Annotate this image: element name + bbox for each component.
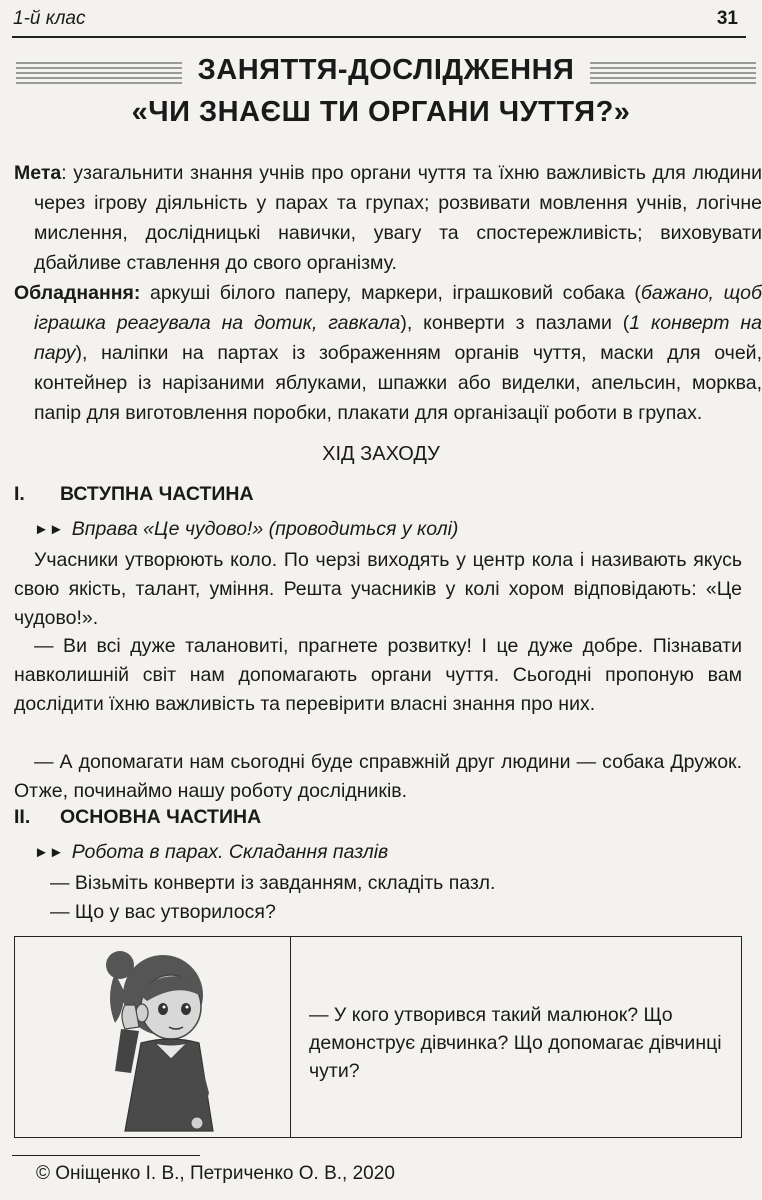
exercise-2-line	[34, 841, 388, 864]
copyright-footer: © Оніщенко І. В., Петриченко О. В., 2020	[36, 1163, 395, 1184]
instruction-line-1: — Візьміть конверти із завданням, складіть пазл.	[50, 872, 496, 894]
girl-listening-illustration	[85, 943, 235, 1133]
exercise-1-line	[34, 518, 458, 541]
instruction-line-2: — Що у вас утворилося?	[50, 901, 276, 923]
equipment-text-3: ), наліпки на партах із зображенням органів чуття, маски для очей, контейнер із нарізаними яблуками, шпажки або виделки, апельсин, морква, папір для виготовлення поробки, плакати для організації роботи в групах.	[34, 342, 762, 424]
page-number: 31	[716, 8, 738, 29]
title-decoration-right	[590, 62, 756, 84]
exercise-1-title: Вправа «Це чудово!» (проводиться у колі)	[71, 518, 459, 540]
title-line-2: «ЧИ ЗНАЄШ ТИ ОРГАНИ ЧУТТЯ?»	[131, 96, 631, 128]
goal-text: : узагальнити знання учнів про органи чуття та їхню важливість для людини через ігрову діяльність у парах та групах; розвивати мовлення учнів, логічне мислення, дослідницькі навички, увагу та спостережливість; виховувати дбайливе ставлення до свого організму.	[34, 162, 762, 274]
exercise-2-title: Робота в парах. Складання пазлів	[71, 841, 389, 863]
title-line-1: ЗАНЯТТЯ-ДОСЛІДЖЕННЯ	[197, 54, 575, 86]
footer-rule	[12, 1155, 200, 1156]
header-rule	[12, 36, 746, 38]
section-1-number: I.	[14, 483, 25, 505]
paragraph-1: Учасники утворюють коло. По черзі виходять у центр кола і називають якусь свою якість, талант, уміння. Решта учасників у колі хором відповідають: «Це чудово!».	[14, 549, 742, 629]
section-2-number: II.	[14, 806, 31, 828]
grade-label: 1-й клас	[13, 8, 86, 29]
section-2-heading	[14, 806, 261, 829]
equipment-note-1: бажано, щоб іграшка реагувала на дотик, гавкала	[34, 282, 762, 334]
equipment-text-2: ), конверти з пазлами (	[400, 312, 630, 334]
double-arrow-icon: ►►	[34, 844, 64, 861]
section-1-title: ВСТУПНА ЧАСТИНА	[60, 483, 254, 505]
equipment-text-1: аркуші білого паперу, маркери, іграшковий собака (	[140, 282, 641, 304]
paragraph-3: — А допомагати нам сьогодні буде справжній друг людини — собака Дружок. Отже, починаймо нашу роботу дослідників.	[14, 751, 742, 802]
equipment-paragraph	[14, 278, 762, 428]
title-decoration-left	[16, 62, 182, 84]
equipment-label: Обладнання:	[14, 282, 141, 304]
table-question-text: — У кого утворився такий малюнок? Що демонструє дівчинка? Що допомагає дівчинці чути?	[309, 1004, 722, 1082]
paragraph-2: — Ви всі дуже талановиті, прагнете розвитку! І це дуже добре. Пізнавати навколишній світ нам допомагають органи чуття. Сьогодні пропоную вам дослідити їхню важливість та перевірити власні знання про них.	[14, 635, 742, 715]
double-arrow-icon: ►►	[34, 521, 64, 538]
goal-paragraph	[14, 158, 762, 278]
course-heading: ХІД ЗАХОДУ	[322, 443, 440, 465]
goal-label: Мета	[14, 162, 62, 184]
section-1-heading	[14, 483, 254, 506]
table-divider	[290, 937, 291, 1137]
equipment-note-2: 1 конверт на пару	[34, 312, 762, 364]
section-2-title: ОСНОВНА ЧАСТИНА	[60, 806, 262, 828]
activity-table	[14, 936, 742, 1138]
